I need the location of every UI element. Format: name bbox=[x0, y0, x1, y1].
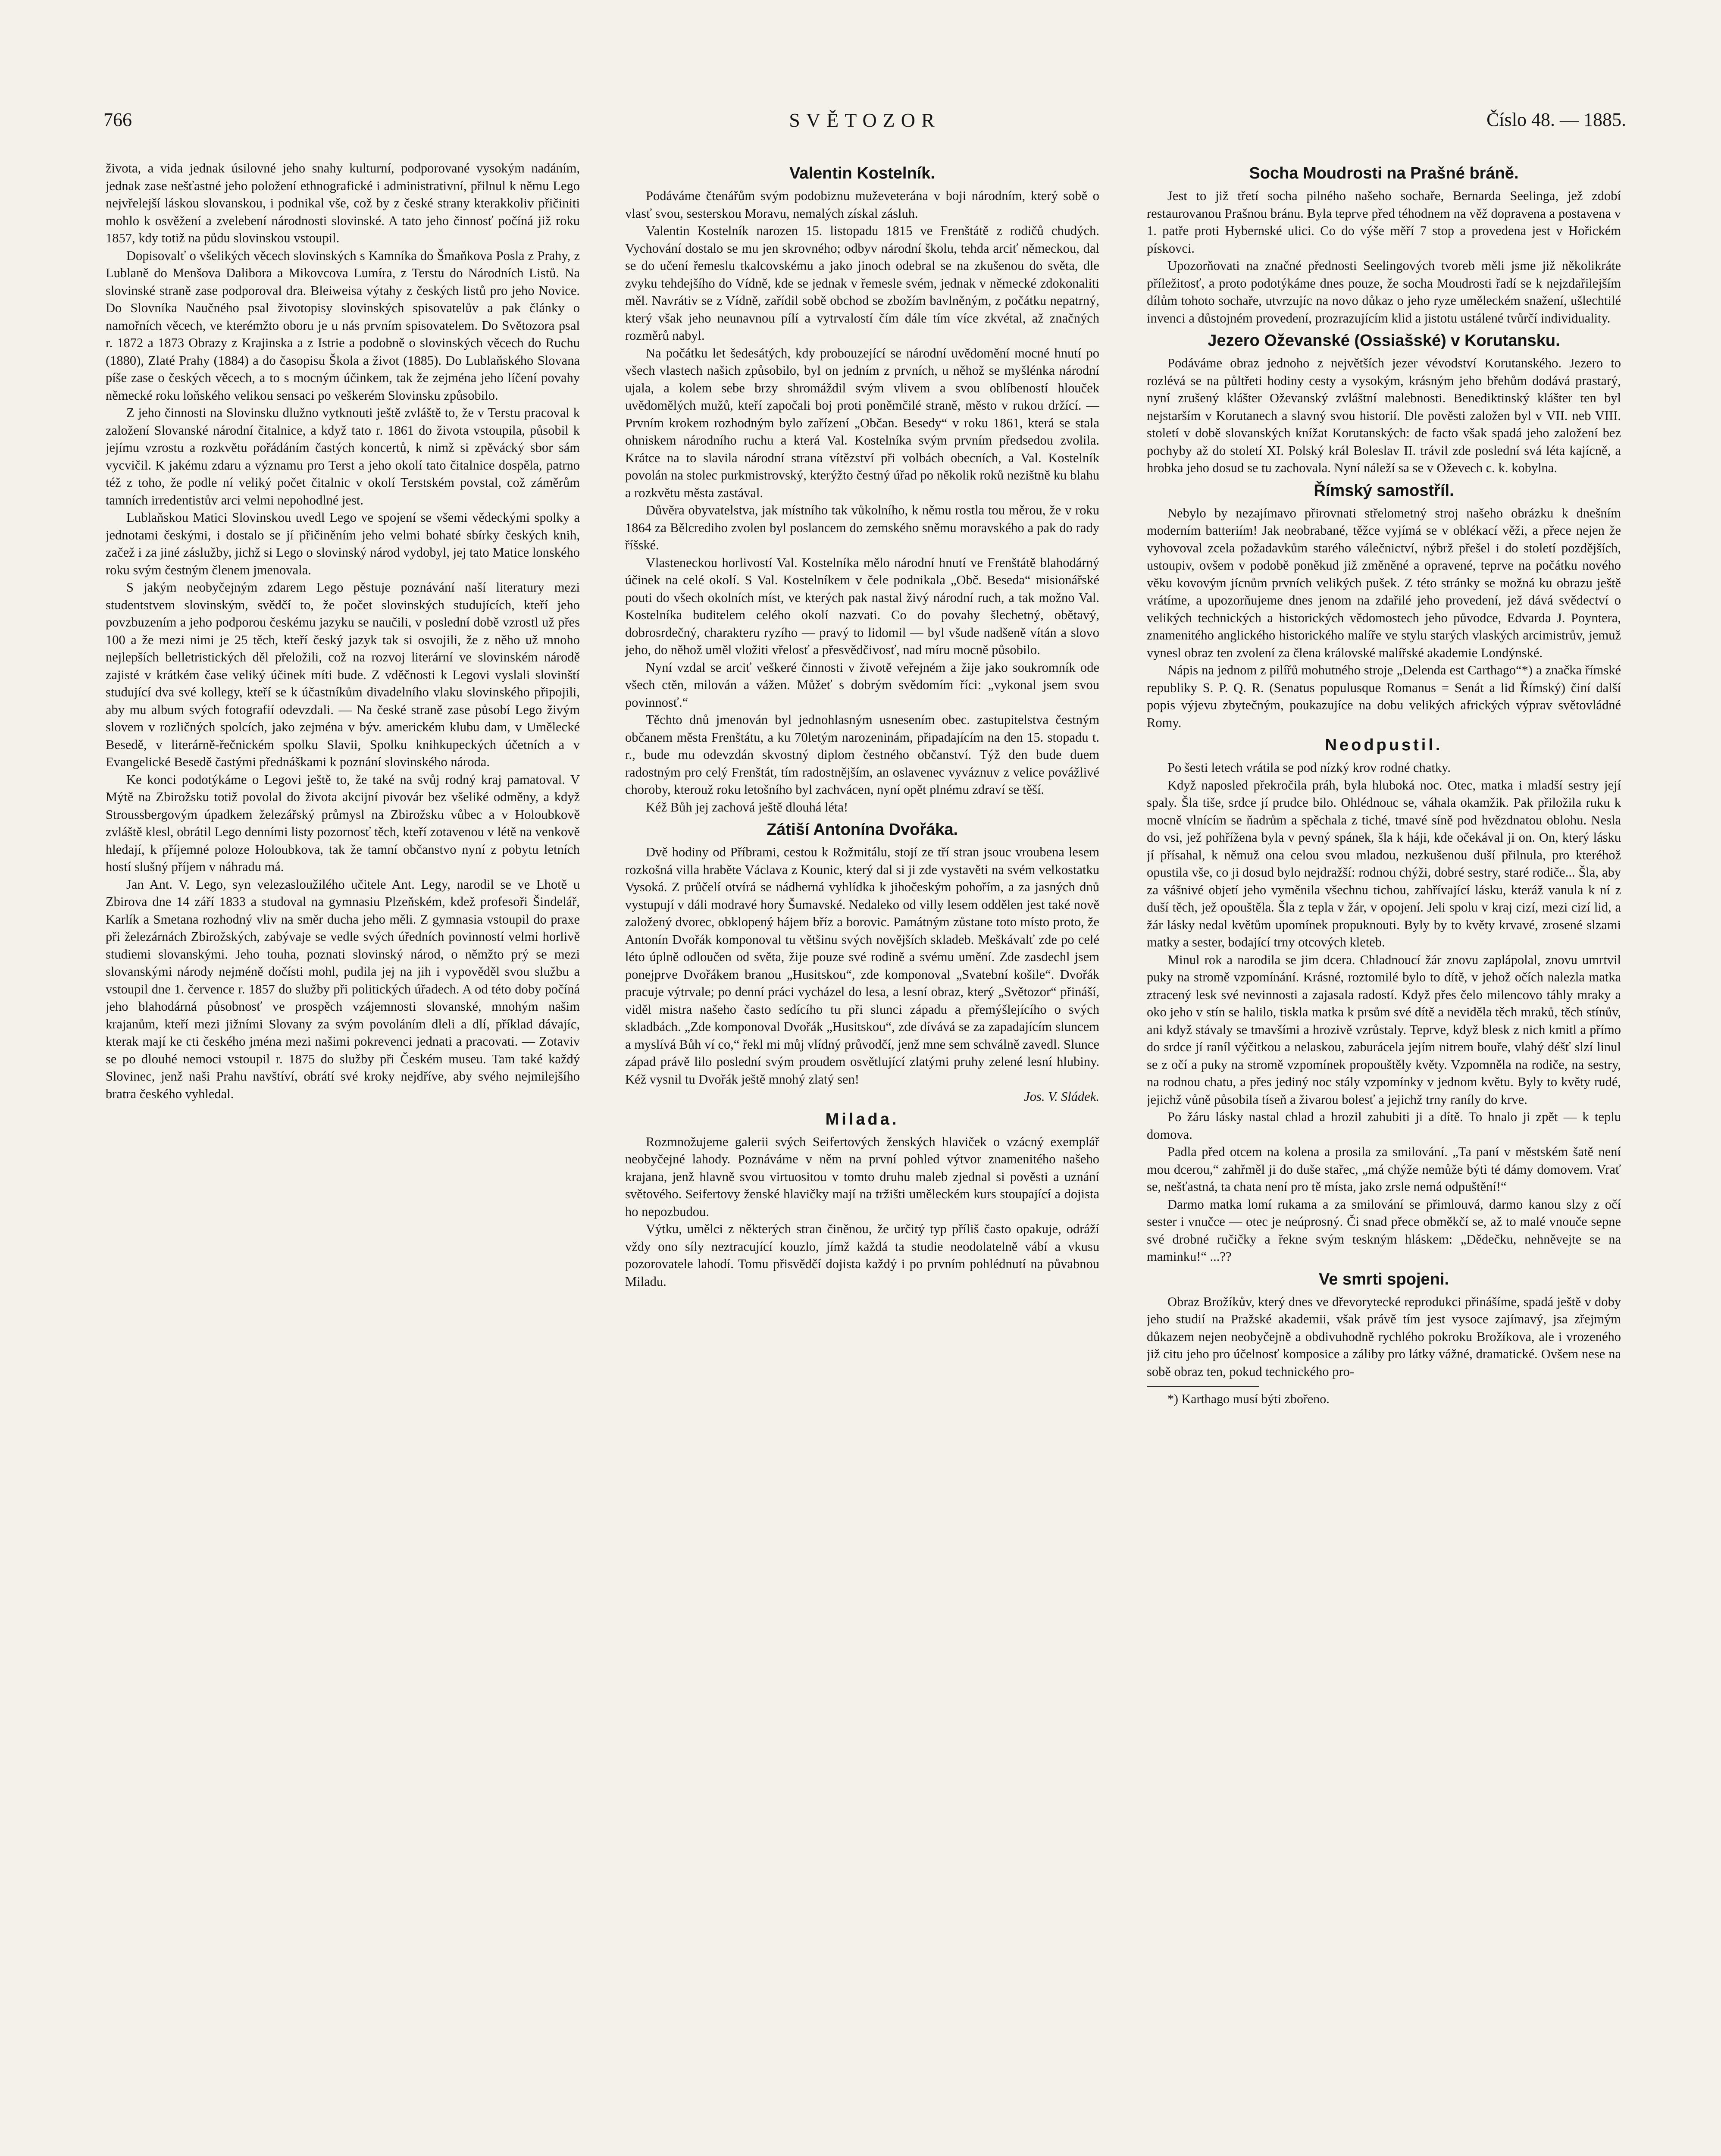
paragraph: Když naposled překročila práh, byla hluboká noc. Otec, matka i mladší sestry její spaly. Šla tiše, srdce jí prudce bilo. Ohlédnouc se, váhala okamžik. Pak přiložila ruku k mocně vlnícím se ňadrům a spěchala z tiché, tmavé síně pod hvězdnatou oblohu. Nesla do vsi, jež pohřížena byla v pevný spánek, šla k háji, kde očekával ji on. On, který lásku jí přísahal, k němuž ona celou svou mladou, nezkušenou duší přilnula, pro kteréhož opustila vše, co ji dosud bylo nejdražší: rodnou chýži, dobré sestry, staré rodiče... Šla, aby za vášnivé objetí jeho vyměnila všechnu tichou, zahřívající lásku, kteráž vanula k ní z duší těch, jež opouštěla. Šla z tepla v žár, v opojení. Jeli spolu v kraj cizí, mezi cizí lid, a žár lásky nedal květům upomínek propuknouti. Byly by to květy krvavé, zrosené slzami matky a sester, bodající trny otcových kleteb. bbox=[1147, 777, 1621, 950]
paragraph: Jest to již třetí socha pilného našeho sochaře, Bernarda Seelinga, jež zdobí restaurovanou Prašnou bránu. Byla teprve před téhodnem na věž dopravena a postavena v 1. patře proti Hybernské ulici. Co do výše měří 7 stop a provedena jest v Hořickém pískovci. bbox=[1147, 188, 1621, 256]
article-heading-socha: Socha Moudrosti na Prašné bráně. bbox=[1249, 164, 1519, 182]
author-signature: Jos. V. Sládek. bbox=[1024, 1089, 1099, 1104]
paragraph: Po žáru lásky nastal chlad a hrozil zahubiti ji a dítě. To hnalo ji zpět — k teplu domova. bbox=[1147, 1109, 1621, 1142]
paragraph: Těchto dnů jmenován byl jednohlasným usnesením obec. zastupitelstva čestným občanem města Frenštátu, a ku 70letým narozeninám, připadajícím na den 15. stopadu t. r., bude mu odevzdán skvostný diplom čestného občanství. Týž den bude duem radostným pro celý Frenštát, tím radostnějším, an oslavenec vyváznuv z velice povážlivé choroby, kterouž roku letošního byl zachvácen, nyní opět plnému zdraví se těší. bbox=[625, 712, 1099, 797]
paragraph: Po šesti letech vrátila se pod nízký krov rodné chatky. bbox=[1167, 760, 1451, 775]
article-heading-samostril: Římský samostříl. bbox=[1314, 481, 1454, 500]
paragraph: Upozorňovati na značné přednosti Seelingových tvoreb měli jsme již několikráte příležitosť, a proto podotýkáme dnes pouze, že socha Moudrosti řadí se k nejzdařilejším dílům tohoto sochaře, utvrzujíc na novo důkaz o jeho ryze uměleckém snažení, ušlechtilé invenci a důstojném provedení, prozrazujícím klid a jistotu ustálené tvůrčí individuality. bbox=[1147, 258, 1621, 326]
paragraph: Nápis na jednom z pilířů mohutného stroje „Delenda est Carthago“*) a značka římské republiky S. P. Q. R. (Senatus populusque Romanus = Senát a lid Římský) činí další popis výjevu zbytečným, poukazujíce na dobu velikých afrických výprav světovládné Romy. bbox=[1147, 663, 1621, 730]
paragraph: Rozmnožujeme galerii svých Seifertových ženských hlaviček o vzácný exemplář neobyčejné lahody. Poznáváme v něm na první pohled výtvor znamenitého našeho krajana, jenž hlavně svou virtuositou v tomto druhu maleb zjednal si pověsti a uznání světového. Seifertovy ženské hlavičky mají na tržišti uměleckém kurs stoupající a dojista ho nepozbudou. bbox=[625, 1134, 1099, 1219]
paragraph: Dvě hodiny od Příbrami, cestou k Rožmitálu, stojí ze tří stran jsouc vroubena lesem rozkošná villa hraběte Václava z Kounic, který dal si ji zde vystavěti na svém velkostatku Vysoká. Z průčelí otvírá se nádherná vyhlídka k jihočeským pohořím, a za jasných dnů vystupují v dáli modravé hory Šumavské. Nedaleko od villy lesem oddělen jest také nově založený dvorec, obklopený hájem bříz a borovic. Památným zůstane toto místo proto, že Antonín Dvořák komponoval tu většinu svých novějších skladeb. Meškávalť zde po celé léto úplně odloučen od světa, žije pouze své rodině a svému umění. Zde zasdechl jsem ponejprve Dvořákem branou „Husitskou“, zde komponoval „Svatební košile“. Dvořák pracuje výtrvale; po denní práci vycházel do lesa, a lesní obraz, který „Světozor“ přináší, viděl mistra našeho často sedícího tu při slunci západu a přemýšlejícího o svých skladbách. „Zde komponoval Dvořák „Husitskou“, zde dívává se za zapadajícím sluncem a myslívá Bůh ví co,“ řekl mi můj vlídný průvodčí, jenž mne sem schválně zavedl. Slunce západ právě lilo poslední svým proudem osvětlující zlatými pruhy zelené lesní hlubiny. Kéž vysnil tu Dvořák ještě mnohý zlatý sen! bbox=[625, 845, 1099, 1087]
paragraph: Minul rok a narodila se jim dcera. Chladnoucí žár znovu zaplápolal, znovu umrtvil puky na stromě vzpomínání. Krásné, roztomilé bylo to dítě, v jehož očích nalezla matka ztracený lesk své nevinnosti a zajasala radostí. Když přes čelo milencovo táhly mraky a oko jeho v stín se halilo, tiskla matka k prsům své dítě a neviděla těch mraků, těch stínův, ani když stávaly se tmavšími a hrozivě vzrůstaly. Teprve, když blesk z nich kmitl a přímo do srdce jí raníl výčitkou a nelaskou, zaburácela jejím nitrem bouře, vlahý déšť slzí linul se z očí a puky na stromě vzpomínek propouštěly květy. Vzpomněla na rodiče, na sestry, na rodnou chatu, a přes jediný noc stály vzpomínky v jednom květu. Byly to květy rudé, jejichž vůně působila tíseň a živarou bolesť a jejichž trny raníly do krve. bbox=[1147, 952, 1621, 1107]
paragraph: Lublaňskou Matici Slovinskou uvedl Lego ve spojení se všemi vědeckými spolky a jednotami českými, i dostalo se jí přičiněním jeho velmi bohaté sbírky českých knih, začež i za jiné záslužby, jichž si Lego o slovinský národ vydobyl, jej tato Matice lonského roku svým čestným členem jmenovala. bbox=[106, 510, 580, 577]
paragraph: Darmo matka lomí rukama a za smilování se přimlouvá, darmo kanou slzy z očí sester i vnučce — otec je neúprosný. Či snad přece obměkčí se, až to malé vnouče sepne své drobné ručičky a řekne svým teskným hláskem: „Dědečku, nehněvejte se na maminku!“ ...?? bbox=[1147, 1197, 1621, 1264]
article-heading-milada: Milada. bbox=[825, 1110, 899, 1128]
paragraph: Jan Ant. V. Lego, syn velezasloužilého učitele Ant. Legy, narodil se ve Lhotě u Zbirova dne 14 září 1833 a studoval na gymnasiu Plzeňském, kdež profesoři Šindelář, Karlík a Smetana rozhodný vliv na směr ducha jeho měli. Z gymnasia vstoupil do praxe při železárnách Zbirožských, zabývaje se vedle svých úředních povinností velmi horlivě studiemi slovanskými. Jeho touha, poznati slovinský národ, o němžto prý se mezi slovanskými národy nejméně dočísti mohl, pudila jej na jih i vypověděl svou službu a vstoupil dne 1. července r. 1857 do služby při politických úřadech. A od této doby počíná jeho blahodárná působnosť ve prospěch vzájemnosti slovanské, mnohým našim krajanům, kteří mezi jižními Slovany za svým povoláním dleli a dlí, příklad dávajíc, kterak mají ke cti českého jména mezi našimi pokrevenci jednati a pracovati. — Zotaviv se po dlouhé nemoci vstoupil r. 1875 do služby při Českém museu. Tam také každý Slovinec, jenž naši Prahu navštíví, obrátí své kroky nejdříve, aby svého nejmilejšího bratra českého vyhledal. bbox=[106, 877, 580, 1101]
column-right bbox=[1147, 160, 1621, 2143]
paragraph: Podáváme čtenářům svým podobiznu muževeterána v boji národním, který sobě o vlasť svou, sesterskou Moravu, nemalých získal zásluh. bbox=[625, 188, 1099, 221]
column-middle bbox=[625, 160, 1099, 2143]
paragraph: Dopisovalť o všelikých věcech slovinských s Kamníka do Šmaňkova Posla z Prahy, z Lublaně do Menšova Dalibora a Mikovcova Lumíra, z Terstu do Národních Listů. Na slovinské straně zase podporoval dra. Bleiweisa výtahy z českých listů pro jeho Novice. Do Slovníka Naučného psal životopisy slovinských spisovatelův a pak články o namořních věcech, ve kterémžto oboru je u nás prvním spisovatelem. Do Světozora psal r. 1872 a 1873 Obrazy z Krajinska a z Istrie a podobně o slovinských věcech do Ruchu (1880), Zlaté Prahy (1884) a do časopisu Škola a život (1885). Do Lublaňského Slovana píše zase o českých věcech, a to s mocným účinkem, tak že zejména jeho líčení povahy německé roku loňského velikou sensaci po veškerém Slovinsku způsobilo. bbox=[106, 248, 580, 403]
article-heading-ve-smrti: Ve smrti spojeni. bbox=[1319, 1270, 1449, 1288]
paragraph: Ke konci podotýkáme o Legovi ještě to, že také na svůj rodný kraj pamatoval. V Mýtě na Zbirožsku totiž povolal do života akcijní pivovár bez všeliké odměny, a když Stroussbergovým úpadkem železářský průmysl na Zbirožsku vůbec a v Holoubkově zvláště klesl, obrátil Lego denními listy pozornosť těch, kteří zotavenou v létě na venkově hledají, k příjemné poloze Holoubkova, tak že tamní občanstvo nyní z pobytu letních hostí slušný příjem v náhradu má. bbox=[106, 772, 580, 874]
page-number: 766 bbox=[103, 109, 132, 130]
masthead-title: SVĚTOZOR bbox=[789, 109, 941, 131]
article-heading-neodpustil: Neodpustil. bbox=[1325, 736, 1443, 754]
paragraph: Z jeho činnosti na Slovinsku dlužno vytknouti ještě zvláště to, že v Terstu pracoval k založení Slovanské národní čitalnice, a když tato r. 1861 do života vstoupila, působil k jejímu vzrostu a rozkvětu pořádáním častých koncertů, k nimž si zpěvácký sbor sám vycvičil. K jakému zdaru a významu pro Terst a jeho okolí tato čitalnice dospěla, patrno též z toho, že podle ní veliký počet čitalnic v okolí Terstském povstal, což záměrům tamních irredentistův arci velmi nepohodlné jest. bbox=[106, 405, 580, 508]
column-left bbox=[106, 160, 580, 2143]
paragraph: Výtku, umělci z některých stran činěnou, že určitý typ příliš často opakuje, odráží vždy ono síly neztracující kouzlo, jímž každá ta studie neodolatelně vábí a vkusu pozorovatele lahodí. Tomu přisvědčí dojista každý i po prvním pohlédnutí na půvabnou Miladu. bbox=[625, 1222, 1099, 1289]
paragraph: S jakým neobyčejným zdarem Lego pěstuje poznávání naší literatury mezi studentstvem slovinským, svědčí to, že počet slovinských studujících, kteří jeho povzbuzením a jeho podporou českému jazyku se naučili, v poslední době vzrostl už přes 100 a že mezi nimi je 25 těch, kteří český jazyk tak si osvojili, že z něho už mnoho nejlepších belletristických děl přeložili, což na rozvoj literární ve slovinském národě zajisté v krátkém čase veliký účinek míti bude. Z vděčnosti k Legovi vyslali slovinští studující dva své kollegy, kteří se k účastníkům divadelního vlaku slovinského připojili, aby mu album svých fotografií odevzdali. — Na české straně zase působí Lego živým slovem v rozličných spolcích, jako zejména v býv. americkém klubu dam, v Umělecké Besedě, v literárně-řečnickém spolku Slavii, Spolku knihkupeckých účetních a v Evangelické Besedě častými přednáškami k poznání slovinského národa. bbox=[106, 580, 580, 769]
article-heading-dvorak: Zátiší Antonína Dvořáka. bbox=[766, 821, 958, 839]
paragraph: Obraz Brožíkův, který dnes ve dřevorytecké reprodukci přinášíme, spadá ještě v doby jeho studií na Pražské akademii, však právě tím jest vysoce zajímavý, jsa zřejmým důkazem nejen neobyčejně a obdivuhodně rychlého pokroku Brožíkova, ale i vrozeného již citu jeho pro účelnosť komposice a záliby pro látky vážné, dramatické. Ovšem nese na sobě obraz ten, pokud technického pro- bbox=[1147, 1294, 1621, 1379]
article-heading-kostelnik: Valentin Kostelník. bbox=[789, 164, 935, 182]
paragraph: Padla před otcem na kolena a prosila za smilování. „Ta paní v městském šatě není mou dcerou,“ zahřměl ji do duše stařec, „má chýže nemůže býti té dámy domovem. Vrať se, nešťastná, ta chata není pro tě místa, jako zrsle nemá odpuštění!“ bbox=[1147, 1144, 1621, 1194]
issue-number: Číslo 48. — 1885. bbox=[1486, 109, 1626, 130]
paragraph: Valentin Kostelník narozen 15. listopadu 1815 ve Frenštátě z rodičů chudých. Vychování dostalo se mu jen skrovného; odbyv národní školu, tehda arciť německou, dal se do učení řemeslu tkalcovskému a jako jinoch odebral se na zkušenou do světa, dle zvyku tehdejšího do Vídně, kde se jednak v řemesle svém, jednak v německé zdokonaliti měl. Navrátiv se z Vídně, zařídil sobě obchod se zbožím bavlněným, z počátku nepatrný, který však jeho neunavnou pílí a vytrvalostí čím dále tím více zkvétal, až značných rozměrů nabyl. bbox=[625, 223, 1099, 343]
paragraph: života, a vida jednak úsilovné jeho snahy kulturní, podporované vysokým nadáním, jednak zase nešťastné jeho položení ethnografické i administrativní, přilnul k němu Lego nejvřelejší láskou slovanskou, i podnikal vše, což by z české strany kterakkoliv přičiniti mohlo k osvěžení a zvelebení národnosti slovinské. A tato jeho činnosť počíná již roku 1857, kdy totiž na půdu slovinskou vstoupil. bbox=[106, 161, 580, 245]
paragraph: Nyní vzdal se arciť veškeré činnosti v životě veřejném a žije jako soukromník ode všech ctěn, milován a vážen. Můžeť s dobrým svědomím říci: „vykonal jsem svou povinnosť.“ bbox=[625, 660, 1099, 710]
footnote: *) Karthago musí býti zbořeno. bbox=[1167, 1392, 1330, 1406]
paragraph: Nebylo by nezajímavo přirovnati střelometný stroj našeho obrázku k dnešním moderním batteriím! Jak neobrabané, těžce vyjímá se v oblékací věži, a přece nejen že vyhovoval zcela požadavkům starého válečnictví, nýbrž přešel i do století pozdějších, ustoupiv, ovšem v podobě poněkud již změněné a opravené, teprve na počátku nového věku kovovým jícnům prvních velikých pušek. Z této stránky se možná ku obrazu ještě vrátíme, a upozorňujeme dnes jenom na zdařilé jeho provedení, jež dává svědectví o velikých technických a historických vědomostech jeho původce, Edvarda J. Poyntera, znamenitého anglického historického malíře ve stylu starých vlaských arcimistrův, jemuž vynesl obraz ten zvolení za člena královské malířské akademie Londýnské. bbox=[1147, 505, 1621, 660]
footnote-divider bbox=[1147, 1386, 1259, 1387]
page-header bbox=[103, 109, 1626, 143]
paragraph: Na počátku let šedesátých, kdy probouzející se národní uvědomění mocné hnutí po všech vlastech našich způsobilo, byl on jedním z prvních, u něhož se myšlénka národní ujala, a kolem sebe brzy shromáždil svým vlivem a svou oblíbeností hlouček uvědomělých mužů, kteří započali boj proti poněmčilé straně, město v rukou držící. — Prvním krokem rozhodným bylo zařízení „Občan. Besedy“ v roku 1861, která se stala ohniskem národního ruchu a která Val. Kostelníka svým prvním předsedou zvolila. Krátce na to slavila národní strana vítězství při volbách obecních, a Val. Kostelník povolán na stolec purkmistrovský, kterýžto čestný úřad po několik roků nezištně ku blahu a rozkvětu města zastával. bbox=[625, 345, 1099, 500]
article-heading-jezero: Jezero Oževanské (Ossiašské) v Korutansku. bbox=[1208, 332, 1560, 350]
paragraph: Důvěra obyvatelstva, jak místního tak vůkolního, k němu rostla tou měrou, že v roku 1864 za Bělcrediho zvolen byl poslancem do zemského sněmu moravského a pak do rady říšské. bbox=[625, 503, 1099, 552]
paragraph: Kéž Bůh jej zachová ještě dlouhá léta! bbox=[646, 799, 848, 815]
paragraph: Podáváme obraz jednoho z největších jezer vévodství Korutanského. Jezero to rozlévá se na půltřeti hodiny cesty a vysokým, krásným jeho břehům dodává prastarý, nyní zrušený klášter Oževanský zvláštní malebnosti. Benediktinský klášter ten byl nejstarším v Korutanech a slavný svou historií. Dle pověsti založen byl v VII. neb VIII. století v době slovanských knížat Korutanských: de facto však spadá jeho založení bez pochyby až do století XI. Polský král Boleslav II. trávil zde poslední svá léta kajícně, a hrobka jeho dosud se tu zachovala. Nyní náleží sa se v Oževech c. k. kobylna. bbox=[1147, 356, 1621, 475]
paragraph: Vlasteneckou horlivostí Val. Kostelníka mělo národní hnutí ve Frenštátě blahodárný účinek na celé okolí. S Val. Kostelníkem v čele podnikala „Obč. Beseda“ misionářské pouti do všech okolních míst, ve kterých pak nastal živý národní ruch, a tak možno Val. Kostelníka buditelem celého okolí nazvati. Co do povahy šlechetný, obětavý, dobrosrdečný, charakteru ryzího — pravý to lidomil — byl všude nadšeně vítán a slovo jeho, do něhož uměl vložiti vřelosť a přesvědčivosť, nad míru mocně působilo. bbox=[625, 555, 1099, 657]
